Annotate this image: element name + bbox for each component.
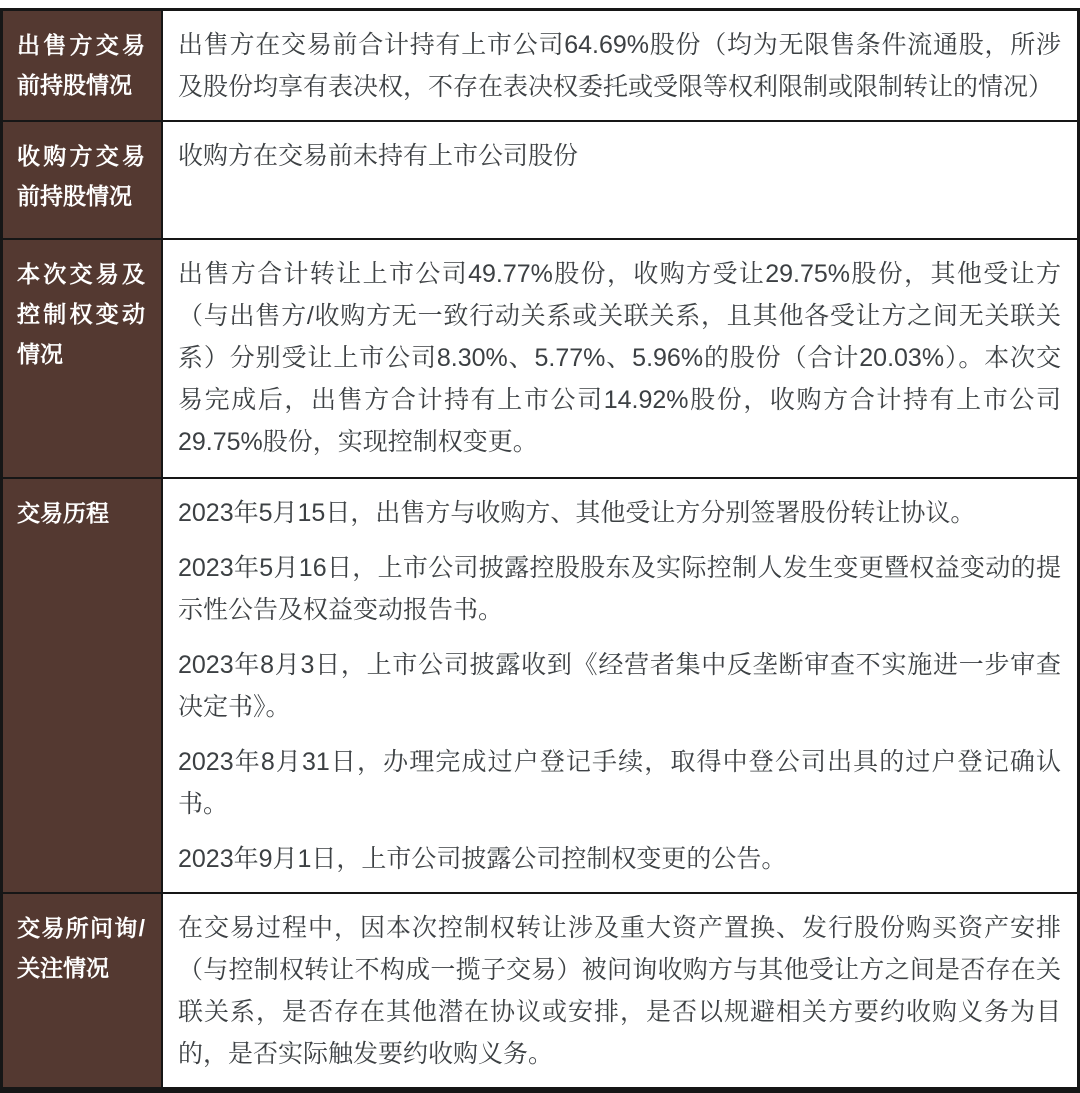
paragraph: 2023年9月1日，上市公司披露公司控制权变更的公告。 [178,845,787,873]
table-row [3,240,1077,479]
table-row [3,122,1077,240]
table-row [3,11,1077,122]
paragraph: 在交易过程中，因本次控制权转让涉及重大资产置换、发行股份购买资产安排（与控制权转让不构成一揽子交易）被问询收购方与其他受让方之间是否存在关联关系，是否存在其他潜在协议或安排，是否以规避相关方要约收购义务为目的，是否实际触发要约收购义务。 [178,914,1061,1068]
row-content-cell [163,122,1077,238]
row-content-cell [163,894,1077,1087]
row-header-cell: 交易所问询/关注情况 [3,894,163,1087]
row-content-cell [163,479,1077,892]
table-row [3,894,1077,1087]
paragraph: 2023年8月3日，上市公司披露收到《经营者集中反垄断审查不实施进一步审查决定书》。 [178,651,1061,721]
paragraph: 出售方合计转让上市公司49.77%股份，收购方受让29.75%股份，其他受让方（与出售方/收购方无一致行动关系或关联关系，且其他各受让方之间无关联关系）分别受让上市公司8.30%、5.77%、5.96%的股份（合计20.03%）。本次交易完成后，出售方合计持有上市公司14.92%股份，收购方合计持有上市公司29.75%股份，实现控制权变更。 [178,260,1061,456]
paragraph: 2023年8月31日，办理完成过户登记手续，取得中登公司出具的过户登记确认书。 [178,748,1061,818]
row-header-cell: 收购方交易前持股情况 [3,122,163,238]
paragraph: 2023年5月16日，上市公司披露控股股东及实际控制人发生变更暨权益变动的提示性公告及权益变动报告书。 [178,554,1061,624]
paragraph: 收购方在交易前未持有上市公司股份 [178,142,579,170]
row-header-cell: 交易历程 [3,479,163,892]
row-content-cell [163,11,1077,120]
paragraph: 出售方在交易前合计持有上市公司64.69%股份（均为无限售条件流通股，所涉及股份均享有表决权，不存在表决权委托或受限等权利限制或限制转让的情况） [178,31,1061,101]
row-header-cell: 出售方交易前持股情况 [3,11,163,120]
row-content-cell [163,240,1077,477]
table-row [3,479,1077,894]
transaction-summary-table [0,8,1080,1093]
paragraph: 2023年5月15日，出售方与收购方、其他受让方分别签署股份转让协议。 [178,499,976,527]
row-header-cell: 本次交易及控制权变动情况 [3,240,163,477]
